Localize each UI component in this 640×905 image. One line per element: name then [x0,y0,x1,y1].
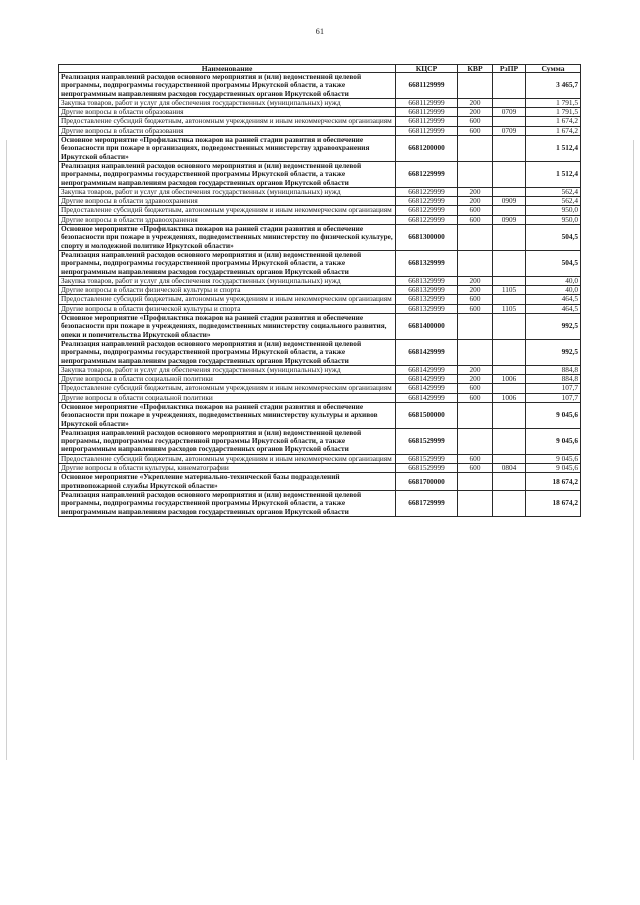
row-kvr-cell [458,314,493,340]
row-name-cell: Другие вопросы в области образования [59,108,396,117]
row-rzpr-cell [493,73,526,99]
table-row [59,490,581,516]
page-number: 61 [315,27,325,36]
table-row [59,286,581,295]
row-rzpr-cell [493,314,526,340]
row-kcsr-cell: 6681429999 [396,339,458,365]
row-kvr-cell [458,225,493,251]
row-kvr-cell: 200 [458,365,493,374]
row-kvr-cell: 600 [458,206,493,215]
row-sum-cell: 504,5 [526,225,581,251]
row-name-cell: Закупка товаров, работ и услуг для обеспечения государственных (муниципальных) нужд [59,276,396,285]
row-name-cell: Реализация направлений расходов основного мероприятия и (или) ведомственной целевой программы, подпрограммы государственной программы Иркутской области, а также непрограммным направлениям расходов государственных органов Иркутской области [59,428,396,454]
row-sum-cell: 1 791,5 [526,108,581,117]
row-kcsr-cell: 6681129999 [396,98,458,107]
row-kvr-cell: 600 [458,295,493,304]
row-sum-cell: 884,8 [526,365,581,374]
row-name-cell: Реализация направлений расходов основного мероприятия и (или) ведомственной целевой программы, подпрограммы государственной программы Иркутской области, а также непрограммным направлениям расходов государственных органов Иркутской области [59,161,396,187]
row-kvr-cell: 200 [458,197,493,206]
row-name-cell: Закупка товаров, работ и услуг для обеспечения государственных (муниципальных) нужд [59,365,396,374]
row-kvr-cell: 600 [458,454,493,463]
row-rzpr-cell [493,490,526,516]
row-kvr-cell [458,402,493,428]
row-sum-cell: 992,5 [526,314,581,340]
row-sum-cell: 1 791,5 [526,98,581,107]
row-sum-cell: 9 045,6 [526,428,581,454]
row-name-cell: Предоставление субсидий бюджетным, автономным учреждениям и иным некоммерческим организациям [59,206,396,215]
row-name-cell: Реализация направлений расходов основного мероприятия и (или) ведомственной целевой программы, подпрограммы государственной программы Иркутской области, а также непрограммным направлениям расходов государственных органов Иркутской области [59,490,396,516]
row-name-cell: Другие вопросы в области образования [59,126,396,135]
row-kvr-cell: 600 [458,126,493,135]
table-row [59,402,581,428]
row-sum-cell: 464,5 [526,304,581,313]
header-name: Наименование [59,65,396,73]
row-rzpr-cell [493,136,526,162]
row-name-cell: Основное мероприятие «Укрепление материально-технической базы подразделений противопожарной службы Иркутской области» [59,473,396,491]
row-name-cell: Закупка товаров, работ и услуг для обеспечения государственных (муниципальных) нужд [59,98,396,107]
row-kcsr-cell: 6681529999 [396,454,458,463]
table-row [59,473,581,491]
row-name-cell: Реализация направлений расходов основного мероприятия и (или) ведомственной целевой программы, подпрограммы государственной программы Иркутской области, а также непрограммным направлениям расходов государственных органов Иркутской области [59,339,396,365]
row-kcsr-cell: 6681329999 [396,295,458,304]
table-row [59,314,581,340]
row-rzpr-cell [493,402,526,428]
table-row [59,117,581,126]
header-kvr: КВР [458,65,493,73]
row-sum-cell: 107,7 [526,393,581,402]
row-name-cell: Предоставление субсидий бюджетным, автономным учреждениям и иным некоммерческим организациям [59,384,396,393]
row-kcsr-cell: 6681400000 [396,314,458,340]
row-name-cell: Другие вопросы в области здравоохранения [59,197,396,206]
scan-edge-left [6,140,7,760]
table-row [59,428,581,454]
row-kcsr-cell: 6681200000 [396,136,458,162]
row-rzpr-cell: 0909 [493,215,526,224]
row-rzpr-cell [493,473,526,491]
row-rzpr-cell [493,206,526,215]
row-sum-cell: 950,0 [526,215,581,224]
table-row [59,126,581,135]
table-row [59,464,581,473]
row-kcsr-cell: 6681229999 [396,197,458,206]
table-header-row [59,65,581,73]
row-sum-cell: 40,0 [526,286,581,295]
row-rzpr-cell: 0909 [493,197,526,206]
scan-edge-right [633,140,634,760]
row-rzpr-cell: 1006 [493,375,526,384]
row-kcsr-cell: 6681429999 [396,365,458,374]
row-sum-cell: 1 674,2 [526,117,581,126]
table-row [59,250,581,276]
row-kcsr-cell: 6681529999 [396,428,458,454]
row-kcsr-cell: 6681329999 [396,250,458,276]
row-name-cell: Закупка товаров, работ и услуг для обеспечения государственных (муниципальных) нужд [59,187,396,196]
row-kcsr-cell: 6681429999 [396,384,458,393]
table-row [59,295,581,304]
row-kcsr-cell: 6681329999 [396,286,458,295]
row-sum-cell: 504,5 [526,250,581,276]
row-name-cell: Реализация направлений расходов основного мероприятия и (или) ведомственной целевой программы, подпрограммы государственной программы Иркутской области, а также непрограммным направлениям расходов государственных органов Иркутской области [59,73,396,99]
row-sum-cell: 562,4 [526,187,581,196]
row-kcsr-cell: 6681229999 [396,206,458,215]
table-row [59,384,581,393]
table-row [59,393,581,402]
row-kvr-cell: 600 [458,464,493,473]
row-kvr-cell: 200 [458,286,493,295]
row-rzpr-cell [493,384,526,393]
row-name-cell: Другие вопросы в области физической культуры и спорта [59,304,396,313]
row-kcsr-cell: 6681229999 [396,187,458,196]
row-kvr-cell [458,136,493,162]
row-kvr-cell: 200 [458,276,493,285]
row-name-cell: Предоставление субсидий бюджетным, автономным учреждениям и иным некоммерческим организациям [59,454,396,463]
row-rzpr-cell [493,339,526,365]
row-kvr-cell: 600 [458,215,493,224]
row-name-cell: Основное мероприятие «Профилактика пожаров на ранней стадии развития и обеспечение безопасности при пожаре в учреждениях, подведомственных министерству по физической культуре, спорту и молодежной политике Иркутской области» [59,225,396,251]
row-kcsr-cell: 6681129999 [396,73,458,99]
row-sum-cell: 9 045,6 [526,454,581,463]
row-kcsr-cell: 6681329999 [396,276,458,285]
row-kcsr-cell: 6681729999 [396,490,458,516]
table-row [59,225,581,251]
row-kvr-cell: 200 [458,375,493,384]
row-rzpr-cell: 0709 [493,108,526,117]
row-kcsr-cell: 6681229999 [396,215,458,224]
row-sum-cell: 950,0 [526,206,581,215]
table-row [59,108,581,117]
row-sum-cell: 18 674,2 [526,473,581,491]
table-row [59,215,581,224]
row-name-cell: Предоставление субсидий бюджетным, автономным учреждениям и иным некоммерческим организациям [59,295,396,304]
row-name-cell: Другие вопросы в области здравоохранения [59,215,396,224]
row-kcsr-cell: 6681329999 [396,304,458,313]
row-name-cell: Основное мероприятие «Профилактика пожаров на ранней стадии развития и обеспечение безопасности при пожаре в организациях, подведомственных министерству здравоохранения Иркутской области» [59,136,396,162]
row-kvr-cell: 200 [458,98,493,107]
row-sum-cell: 18 674,2 [526,490,581,516]
row-kcsr-cell: 6681129999 [396,117,458,126]
row-kcsr-cell: 6681129999 [396,108,458,117]
row-kcsr-cell: 6681500000 [396,402,458,428]
row-name-cell: Предоставление субсидий бюджетным, автономным учреждениям и иным некоммерческим организациям [59,117,396,126]
row-kcsr-cell: 6681700000 [396,473,458,491]
row-rzpr-cell [493,117,526,126]
table-body [59,73,581,517]
row-rzpr-cell [493,295,526,304]
row-kvr-cell: 200 [458,108,493,117]
row-name-cell: Другие вопросы в области социальной политики [59,393,396,402]
row-kcsr-cell: 6681429999 [396,375,458,384]
row-kvr-cell: 600 [458,393,493,402]
row-kcsr-cell: 6681229999 [396,161,458,187]
table-row [59,206,581,215]
row-name-cell: Другие вопросы в области физической культуры и спорта [59,286,396,295]
row-rzpr-cell: 0709 [493,126,526,135]
row-kcsr-cell: 6681529999 [396,464,458,473]
row-kvr-cell [458,473,493,491]
row-sum-cell: 1 512,4 [526,161,581,187]
row-kcsr-cell: 6681300000 [396,225,458,251]
budget-table [58,64,581,517]
row-rzpr-cell [493,428,526,454]
row-kvr-cell [458,73,493,99]
row-kvr-cell: 600 [458,117,493,126]
row-kcsr-cell: 6681129999 [396,126,458,135]
row-sum-cell: 40,0 [526,276,581,285]
row-rzpr-cell: 1006 [493,393,526,402]
row-sum-cell: 1 512,4 [526,136,581,162]
row-sum-cell: 464,5 [526,295,581,304]
row-sum-cell: 884,8 [526,375,581,384]
row-name-cell: Реализация направлений расходов основного мероприятия и (или) ведомственной целевой программы, подпрограммы государственной программы Иркутской области, а также непрограммным направлениям расходов государственных органов Иркутской области [59,250,396,276]
table-row [59,304,581,313]
row-name-cell: Основное мероприятие «Профилактика пожаров на ранней стадии развития и обеспечение безопасности при пожаре в учреждениях, подведомственных министерству социального развития, опеки и попечительства Иркутской области» [59,314,396,340]
row-rzpr-cell: 1105 [493,286,526,295]
row-name-cell: Другие вопросы в области культуры, кинематографии [59,464,396,473]
row-sum-cell: 992,5 [526,339,581,365]
header-rzpr: РзПР [493,65,526,73]
row-kvr-cell: 600 [458,304,493,313]
row-name-cell: Другие вопросы в области социальной политики [59,375,396,384]
row-rzpr-cell [493,250,526,276]
table-row [59,73,581,99]
row-kcsr-cell: 6681429999 [396,393,458,402]
row-kvr-cell: 600 [458,384,493,393]
row-kvr-cell [458,490,493,516]
row-kvr-cell: 200 [458,187,493,196]
row-rzpr-cell [493,225,526,251]
row-rzpr-cell: 1105 [493,304,526,313]
row-kvr-cell [458,339,493,365]
row-kvr-cell [458,428,493,454]
table-row [59,161,581,187]
header-sum: Сумма [526,65,581,73]
header-kcsr: КЦСР [396,65,458,73]
row-sum-cell: 9 045,6 [526,402,581,428]
row-name-cell: Основное мероприятие «Профилактика пожаров на ранней стадии развития и обеспечение безопасности при пожаре в учреждениях, подведомственных министерству культуры и архивов Иркутской области» [59,402,396,428]
row-sum-cell: 562,4 [526,197,581,206]
row-rzpr-cell [493,161,526,187]
row-sum-cell: 1 674,2 [526,126,581,135]
row-sum-cell: 9 045,6 [526,464,581,473]
table-row [59,339,581,365]
row-sum-cell: 3 465,7 [526,73,581,99]
row-kvr-cell [458,250,493,276]
row-rzpr-cell: 0804 [493,464,526,473]
row-kvr-cell [458,161,493,187]
row-sum-cell: 107,7 [526,384,581,393]
table-row [59,197,581,206]
table-row [59,136,581,162]
table-row [59,375,581,384]
